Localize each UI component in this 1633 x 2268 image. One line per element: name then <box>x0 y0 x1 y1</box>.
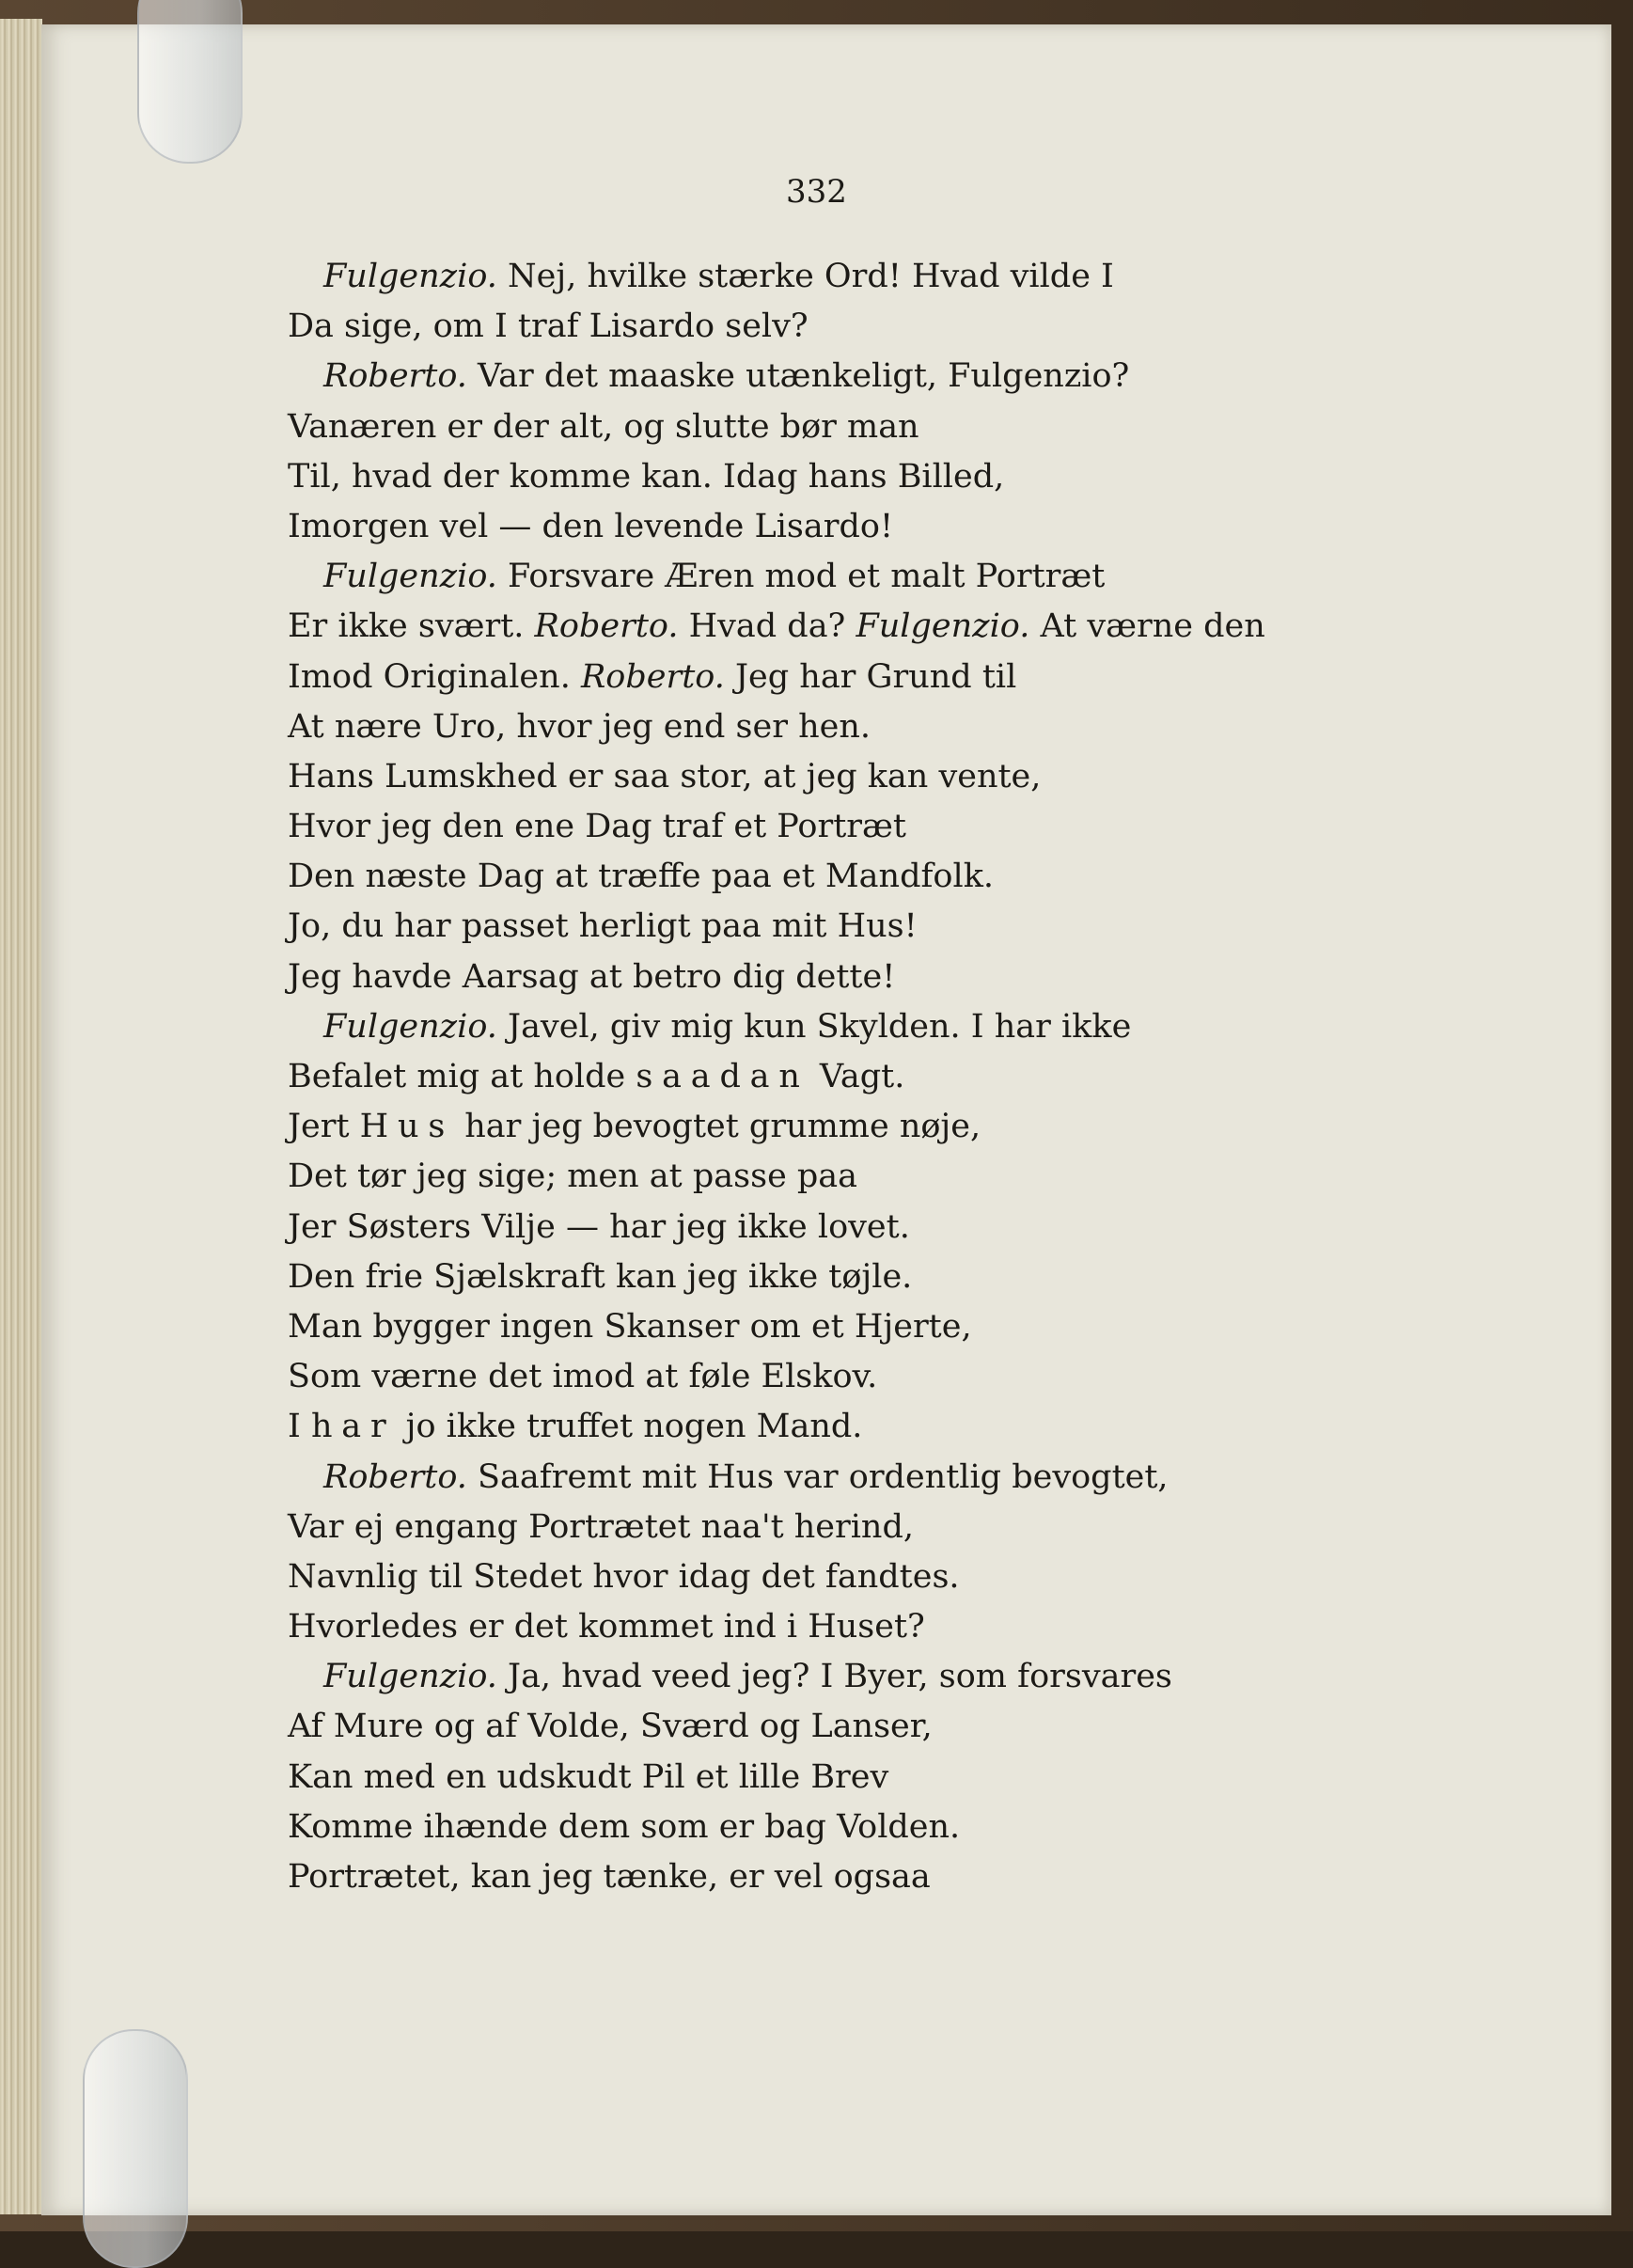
speaker-name: Roberto. <box>580 657 725 696</box>
speaker-name: Roberto. <box>323 1457 467 1496</box>
speaker-name: Fulgenzio. <box>323 558 497 596</box>
line-text: Af Mure og af Volde, Sværd og Lanser, <box>288 1708 933 1746</box>
line-text: Jeg har Grund til <box>724 657 1017 696</box>
line-text: Ja, hvad veed jeg? I Byer, som forsvares <box>496 1658 1172 1696</box>
verse-line <box>288 1252 1463 1302</box>
verse-line <box>288 1352 1463 1402</box>
speaker-name: Fulgenzio. <box>323 1658 497 1696</box>
bottom-page-clip <box>83 2029 188 2268</box>
line-text: Var ej engang Portrætet naa't herind, <box>288 1507 915 1546</box>
line-text: Jo, du har passet herligt paa mit Hus! <box>288 907 918 946</box>
verse-line <box>288 852 1463 902</box>
book-page-edges <box>0 19 42 2214</box>
verse-line <box>288 653 1463 702</box>
spaced-emphasis: har <box>310 1408 396 1446</box>
line-text: Som værne det imod at føle Elskov. <box>288 1358 878 1396</box>
line-text: Det tør jeg sige; men at passe paa <box>288 1158 858 1196</box>
verse-line <box>288 502 1463 552</box>
verse-line <box>288 752 1463 802</box>
line-text: Nej, hvilke stærke Ord! Hvad vilde I <box>496 258 1114 295</box>
spaced-emphasis: saadan <box>636 1058 809 1095</box>
line-text: Hvad da? <box>678 607 856 646</box>
line-text: Hans Lumskhed er saa stor, at jeg kan vente, <box>288 757 1042 795</box>
spaced-emphasis: Hus <box>359 1108 455 1146</box>
line-text: Navnlig til Stedet hvor idag det fandtes. <box>288 1557 960 1596</box>
verse-line <box>288 1503 1463 1552</box>
verse-line <box>288 552 1463 602</box>
verse-line <box>288 402 1463 452</box>
line-text: har jeg bevogtet grumme nøje, <box>454 1108 981 1146</box>
line-text: At nære Uro, hvor jeg end ser hen. <box>288 707 871 746</box>
verse-line <box>288 1602 1463 1652</box>
verse-line <box>288 1052 1463 1102</box>
verse-line <box>288 1002 1463 1052</box>
line-text: Den frie Sjælskraft kan jeg ikke tøjle. <box>288 1257 913 1296</box>
line-text: Da sige, om I traf Lisardo selv? <box>288 307 809 346</box>
line-text: Var det maaske utænkeligt, Fulgenzio? <box>466 357 1130 396</box>
verse-line <box>288 702 1463 752</box>
page-number: 332 <box>786 173 847 211</box>
line-text: Kan med en udskudt Pil et lille Brev <box>288 1757 889 1796</box>
verse-line <box>288 1552 1463 1602</box>
line-text: Javel, giv mig kun Skylden. I har ikke <box>496 1007 1132 1046</box>
line-text: At værne den <box>1029 607 1265 646</box>
line-text: Saafremt mit Hus var ordentlig bevogtet, <box>466 1457 1169 1496</box>
verse-line <box>288 1753 1463 1803</box>
line-text: Jert <box>288 1108 360 1146</box>
verse-line <box>288 1453 1463 1503</box>
verse-text <box>288 252 1463 1902</box>
verse-line <box>288 1652 1463 1702</box>
speaker-name: Roberto. <box>534 607 679 646</box>
speaker-name: Roberto. <box>323 357 467 396</box>
line-text: I <box>288 1408 311 1446</box>
verse-line <box>288 1702 1463 1752</box>
line-text: Forsvare Æren mod et malt Portræt <box>496 558 1106 596</box>
verse-line <box>288 352 1463 402</box>
line-text: Hvor jeg den ene Dag traf et Portræt <box>288 808 906 846</box>
line-text: jo ikke truffet nogen Mand. <box>395 1408 863 1446</box>
verse-line <box>288 452 1463 502</box>
verse-line <box>288 1402 1463 1452</box>
line-text: Vanæren er der alt, og slutte bør man <box>288 407 919 446</box>
verse-line <box>288 1852 1463 1902</box>
verse-line <box>288 602 1463 652</box>
line-text: Portrætet, kan jeg tænke, er vel ogsaa <box>288 1858 931 1896</box>
line-text: Til, hvad der komme kan. Idag hans Billed, <box>288 457 1005 496</box>
verse-line <box>288 252 1463 302</box>
top-page-clip <box>137 0 243 164</box>
line-text: Befalet mig at holde <box>288 1058 636 1095</box>
verse-line <box>288 302 1463 352</box>
verse-line <box>288 1302 1463 1352</box>
verse-line <box>288 1203 1463 1252</box>
verse-line <box>288 1152 1463 1202</box>
line-text: Komme ihænde dem som er bag Volden. <box>288 1807 961 1846</box>
line-text: Vagt. <box>809 1058 905 1095</box>
verse-line <box>288 802 1463 852</box>
speaker-name: Fulgenzio. <box>323 258 497 295</box>
verse-line <box>288 1102 1463 1152</box>
line-text: Er ikke svært. <box>288 607 535 646</box>
speaker-name: Fulgenzio. <box>323 1007 497 1046</box>
verse-line <box>288 902 1463 952</box>
line-text: Hvorledes er det kommet ind i Huset? <box>288 1608 925 1646</box>
line-text: Man bygger ingen Skanser om et Hjerte, <box>288 1307 972 1346</box>
verse-line <box>288 953 1463 1002</box>
line-text: Jeg havde Aarsag at betro dig dette! <box>288 957 896 996</box>
line-text: Imod Originalen. <box>288 657 581 696</box>
line-text: Den næste Dag at træffe paa et Mandfolk. <box>288 858 995 896</box>
line-text: Jer Søsters Vilje — har jeg ikke lovet. <box>288 1207 910 1246</box>
speaker-name: Fulgenzio. <box>856 607 1030 646</box>
verse-line <box>288 1803 1463 1852</box>
line-text: Imorgen vel — den levende Lisardo! <box>288 507 894 545</box>
